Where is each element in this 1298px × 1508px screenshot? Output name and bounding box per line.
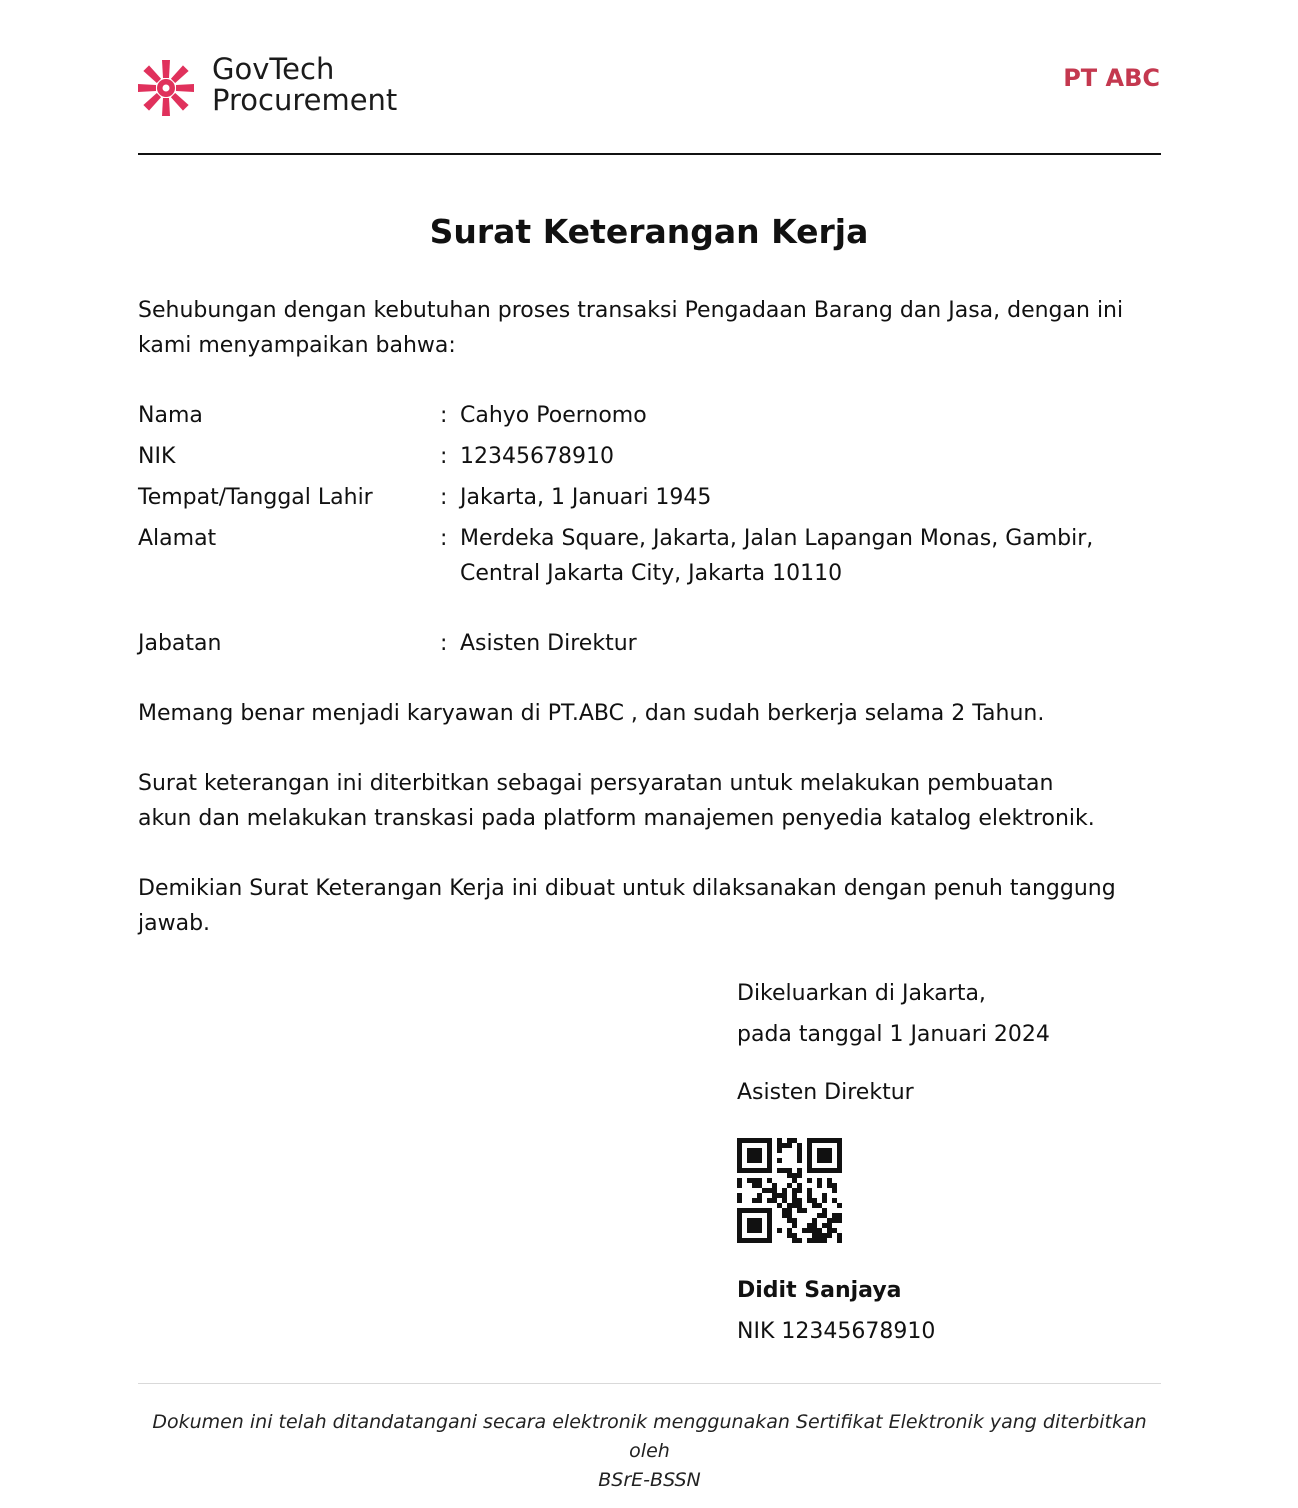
- field-value-nama: Cahyo Poernomo: [460, 403, 647, 428]
- signer-nik: NIK 12345678910: [737, 1319, 936, 1344]
- qr-code-icon: [737, 1138, 842, 1243]
- field-value-alamat-line-1: Merdeka Square, Jakarta, Jalan Lapangan Monas, Gambir,: [460, 526, 1094, 551]
- intro-line-2: kami menyampaikan bahwa:: [138, 333, 456, 358]
- paragraph-purpose-line-2: akun dan melakukan transkasi pada platform manajemen penyedia katalog elektronik.: [138, 806, 1095, 831]
- footer-note-line-1: Dokumen ini telah ditandatangani secara elektronik menggunakan Sertifikat Elektronik yang diterbitkan oleh: [152, 1411, 1147, 1462]
- footer-note: [138, 1408, 1161, 1495]
- field-colon: :: [440, 631, 448, 656]
- field-value-jabatan: Asisten Direktur: [460, 631, 637, 656]
- company-name: PT ABC: [1063, 64, 1160, 92]
- paragraph-employment: Memang benar menjadi karyawan di PT.ABC , dan sudah berkerja selama 2 Tahun.: [138, 701, 1045, 726]
- field-colon: :: [440, 403, 448, 428]
- logo-line-2: Procurement: [212, 83, 398, 117]
- field-label-ttl: Tempat/Tanggal Lahir: [138, 485, 373, 510]
- footer-divider: [138, 1383, 1161, 1384]
- field-colon: :: [440, 444, 448, 469]
- field-colon: :: [440, 485, 448, 510]
- logo-wordmark: [212, 54, 397, 116]
- signer-name: Didit Sanjaya: [737, 1278, 902, 1303]
- paragraph-closing-line-1: Demikian Surat Keterangan Kerja ini dibuat untuk dilaksanakan dengan penuh tanggung: [138, 876, 1116, 901]
- field-value-nik: 12345678910: [460, 444, 614, 469]
- govtech-logo-icon: [136, 58, 196, 118]
- paragraph-closing-line-2: jawab.: [138, 911, 211, 936]
- signature-place: Dikeluarkan di Jakarta,: [737, 981, 986, 1006]
- field-value-alamat-line-2: Central Jakarta City, Jakarta 10110: [460, 561, 843, 586]
- field-label-nik: NIK: [138, 444, 176, 469]
- field-label-jabatan: Jabatan: [138, 631, 222, 656]
- field-label-nama: Nama: [138, 403, 203, 428]
- field-label-alamat: Alamat: [138, 526, 217, 551]
- header-divider: [138, 153, 1161, 155]
- document-title: Surat Keterangan Kerja: [429, 212, 869, 251]
- intro-line-1: Sehubungan dengan kebutuhan proses transaksi Pengadaan Barang dan Jasa, dengan ini: [138, 298, 1124, 323]
- field-value-ttl: Jakarta, 1 Januari 1945: [460, 485, 712, 510]
- field-colon: :: [440, 526, 448, 551]
- paragraph-purpose-line-1: Surat keterangan ini diterbitkan sebagai persyaratan untuk melakukan pembuatan: [138, 771, 1054, 796]
- signature-date: pada tanggal 1 Januari 2024: [737, 1022, 1050, 1047]
- footer-note-line-2: BSrE-BSSN: [598, 1469, 701, 1491]
- signature-position: Asisten Direktur: [737, 1080, 914, 1105]
- logo-line-1: GovTech: [212, 52, 335, 86]
